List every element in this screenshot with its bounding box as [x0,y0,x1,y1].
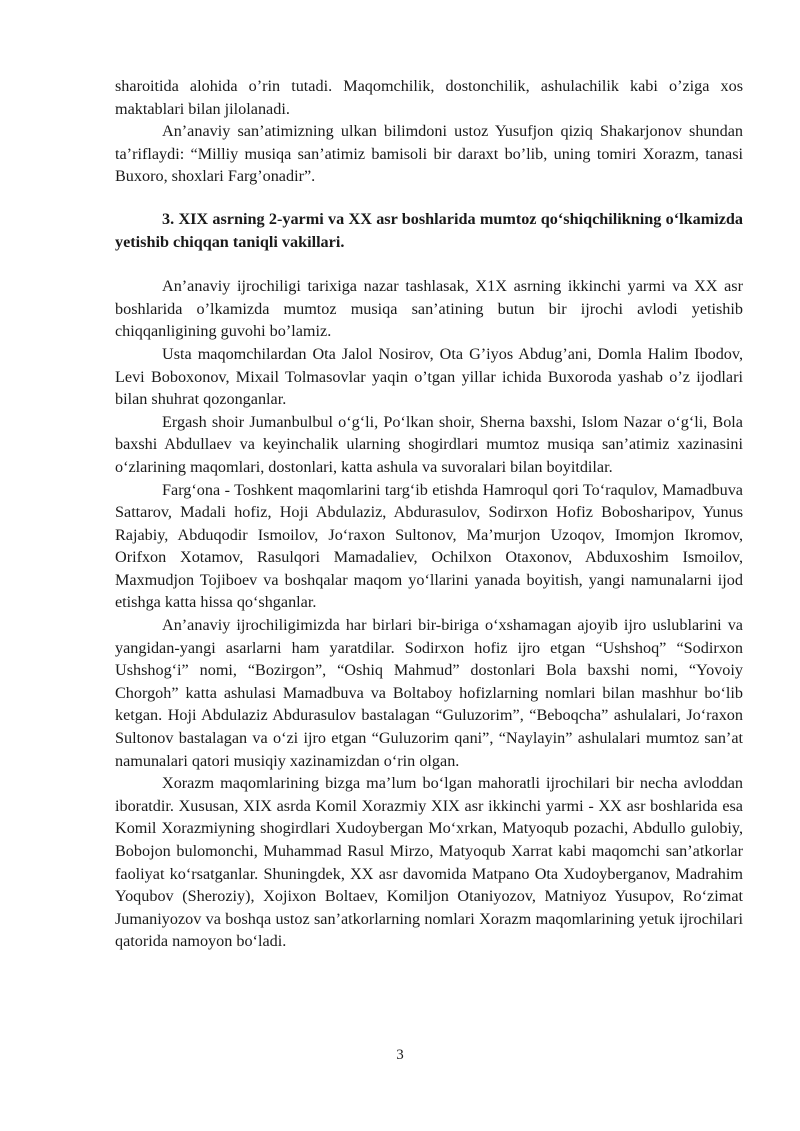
paragraph: An’anaviy san’atimizning ulkan bilimdoni ustoz Yusufjon qiziq Shakarjonov shundan ta’riflaydi: “Milliy musiqa san’atimiz bamisoli bir daraxt bo’lib, uning tomiri Xorazm, tanasi Buxoro, shoxlari Farg’onadir”. [115,122,743,186]
paragraph: An’anaviy ijrochiligimizda har birlari bir-biriga o‘xshamagan ajoyib ijro uslublarini va yangidan-yangi asarlarni ham yaratdilar. Sodirxon hofiz ijro etgan “Ushshoq” “Sodirxon Ushshog‘i” nomi, “Bozirgon”, “Oshiq Mahmud” dostonlari Bola baxshi nomi, “Yovoiy Chorgoh” katta ashulasi Mamadbuva va Boltaboy hofizlarning nomlari bilan mashhur bo‘lib ketgan. Hoji Abdulaziz Abdurasulov bastalagan “Guluzorim”, “Beboqcha” ashulalari, Jo‘raxon Sultonov bastalagan va o‘zi ijro etgan “Guluzorim qani”, “Naylayin” ashulalari mumtoz san’at namunalari qatori musiqiy xazinamizdan o‘rin olgan. [115,616,743,770]
paragraph: Xorazm maqomlarining bizga ma’lum bo‘lgan mahoratli ijrochilari bir necha avloddan iboratdir. Xususan, XIX asrda Komil Xorazmiy XIX asr ikkinchi yarmi - XX asr boshlarida esa Komil Xorazmiyning shogirdlari Xudoybergan Mo‘xrkan, Matyoqub pozachi, Abdullo gulobiy, Bobojon bulomonchi, Muhammad Rasul Mirzo, Matyoqub Xarrat kabi maqomchi san’atkorlar faoliyat ko‘rsatganlar. Shuningdek, XX asr davomida Matpano Ota Xudoyberganov, Madrahim Yoqubov (Sheroziy), Xojixon Boltaev, Komiljon Otaniyozov, Matniyoz Yusupov, Ro‘zimat Jumaniyozov va boshqa ustoz san’atkorlarning nomlari Xorazm maqomlarining yetuk ijrochilari qatorida namoyon bo‘ladi. [115,774,743,951]
page-number: 3 [396,1047,404,1063]
paragraph: An’anaviy ijrochiligi tarixiga nazar tashlasak, X1X asrning ikkinchi yarmi va XX asr boshlarida o’lkamizda mumtoz musiqa san’atining butun bir ijrochi avlodi yetishib chiqqanligining guvohi bo’lamiz. [115,277,743,341]
paragraph: sharoitida alohida o’rin tutadi. Maqomchilik, dostonchilik, ashulachilik kabi o’ziga xos maktablari bilan jilolanadi. [115,77,743,118]
section-heading: 3. XIX asrning 2-yarmi va XX asr boshlarida mumtoz qo‘shiqchilikning o‘lkamizda yetishib chiqqan taniqli vakillari. [115,209,743,251]
paragraph: Ergash shoir Jumanbulbul o‘g‘li, Po‘lkan shoir, Sherna baxshi, Islom Nazar o‘g‘li, Bola baxshi Abdullaev va keyinchalik ularning shogirdlari mumtoz musiqa san’atimiz xazinasini o‘zlarining maqomlari, dostonlari, katta ashula va suvoralari bilan boyitdilar. [115,412,743,476]
paragraph: Usta maqomchilardan Ota Jalol Nosirov, Ota G’iyos Abdug’ani, Domla Halim Ibodov, Levi Boboxonov, Mixail Tolmasovlar yaqin o’tgan yillar ichida Buxoroda yashab o’z ijodlari bilan shuhrat qozonganlar. [115,344,743,409]
document-page [115,75,743,953]
paragraph: Farg‘ona - Toshkent maqomlarini targ‘ib etishda Hamroqul qori To‘raqulov, Mamadbuva Sattarov, Madali hofiz, Hoji Abdulaziz, Abdurasulov, Sodirxon Hofiz Bobosharipov, Yunus Rajabiy, Abduqodir Ismoilov, Jo‘raxon Sultonov, Ma’murjon Uzoqov, Imomjon Ikromov, Orifxon Xotamov, Rasulqori Mamadaliev, Ochilxon Otaxonov, Abduxoshim Ismoilov, Maxmudjon Tojiboev va boshqalar maqom yo‘llarini yanada boyitish, yangi namunalarni ijod etishga katta hissa qo‘shganlar. [115,480,743,612]
